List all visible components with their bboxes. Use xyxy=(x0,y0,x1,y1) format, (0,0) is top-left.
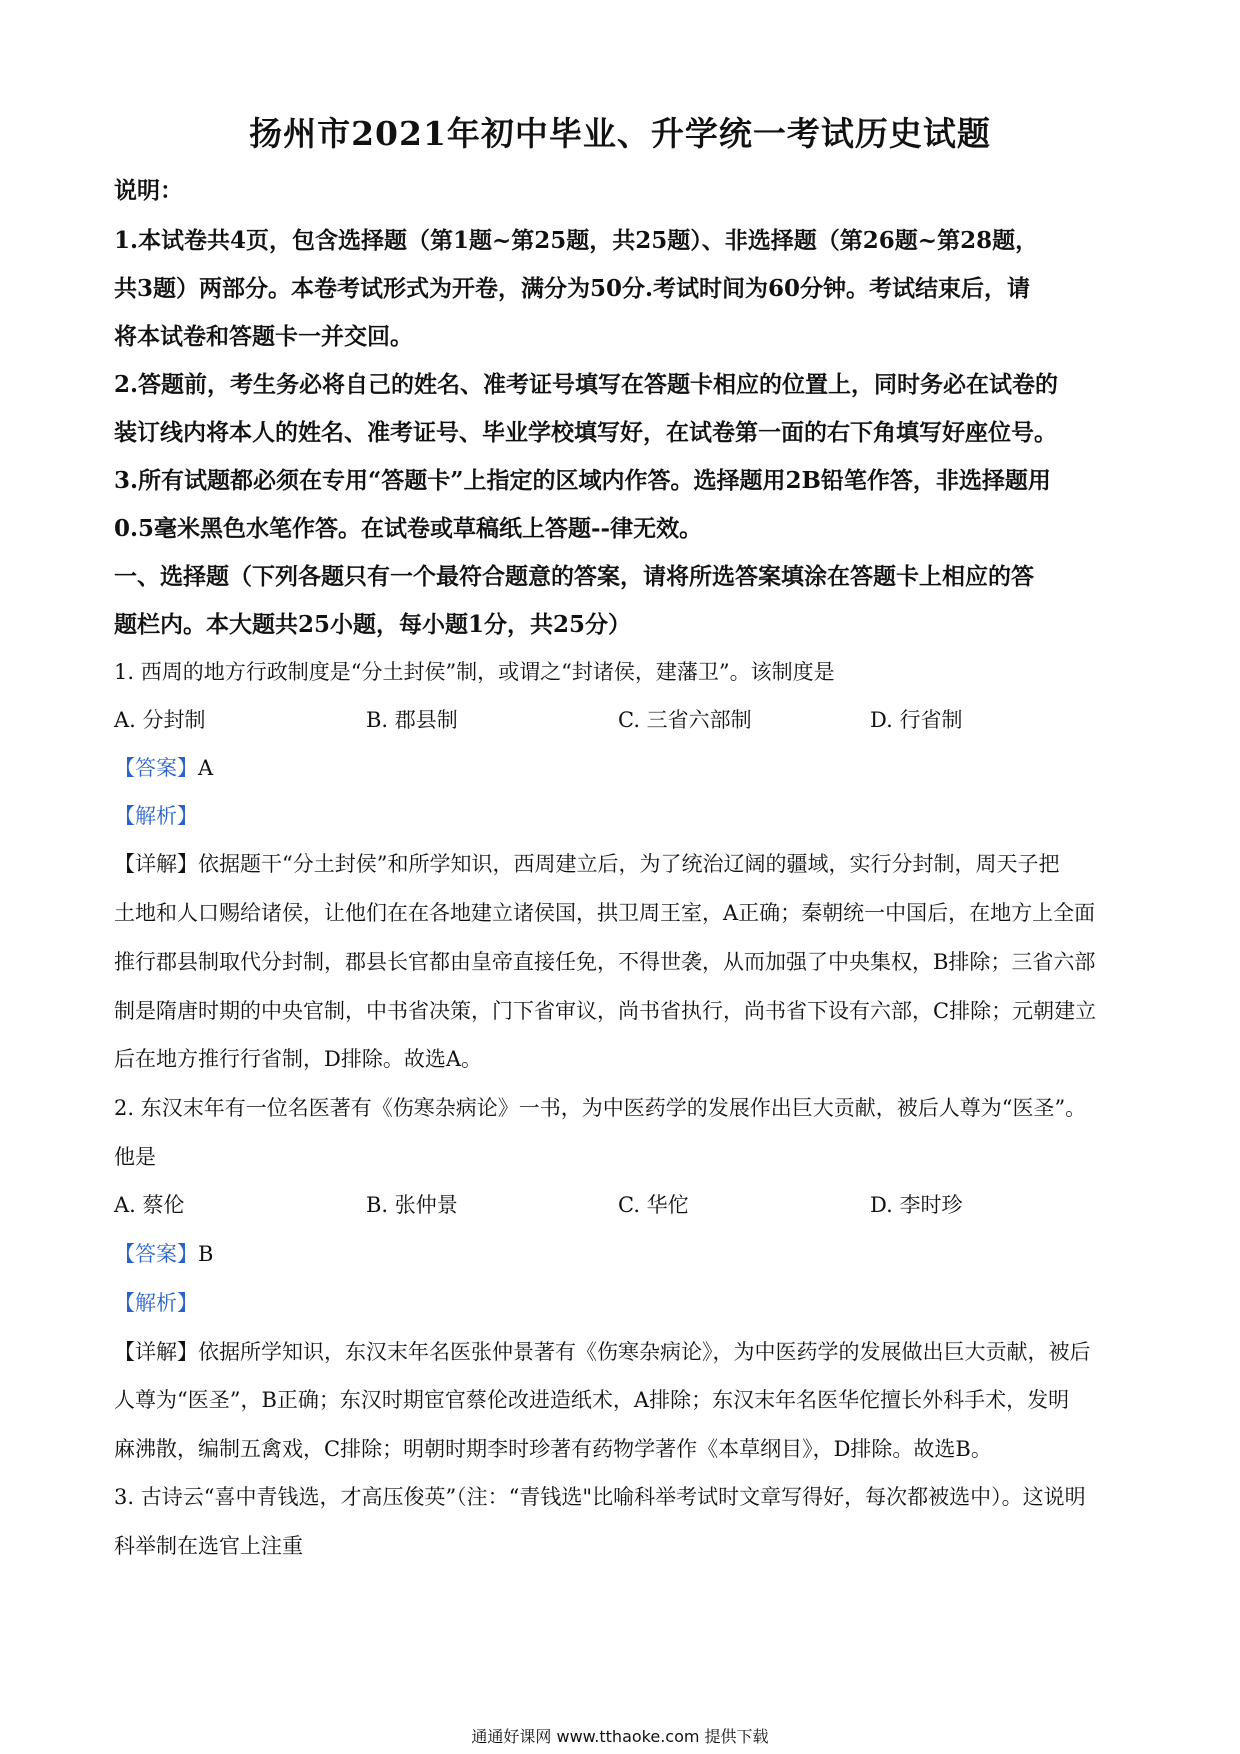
question-stem: 他是 xyxy=(114,1145,156,1169)
page-footer: 通通好课网 www.tthaoke.com 提供下载 xyxy=(471,1727,769,1746)
answer-tag: 【答案】 xyxy=(114,756,198,780)
answer-value: A xyxy=(198,756,214,780)
detail-line xyxy=(114,1336,1091,1366)
option-b: B. 张仲景 xyxy=(366,1193,458,1217)
instruction-line: 将本试卷和答题卡一并交回。 xyxy=(114,323,413,350)
detail-line: 麻沸散，编制五禽戏，C排除；明朝时期李时珍著有药物学著作《本草纲目》，D排除。故选B。 xyxy=(114,1437,992,1461)
option-c: C. 华佗 xyxy=(618,1193,689,1217)
instruction-line: 3.所有试题都必须在专用“答题卡”上指定的区域内作答。选择题用2B铅笔作答，非选择题用 xyxy=(114,467,1051,494)
question-stem: 科举制在选官上注重 xyxy=(114,1534,303,1558)
instruction-line: 1.本试卷共4页，包含选择题（第1题~第25题，共25题）、非选择题（第26题~第28题， xyxy=(114,227,1039,254)
detail-line: 土地和人口赐给诸侯，让他们在在各地建立诸侯国，拱卫周王室，A正确；秦朝统一中国后，在地方上全面 xyxy=(114,901,1096,925)
option-c: C. 三省六部制 xyxy=(618,708,752,732)
analysis-tag: 【解析】 xyxy=(114,1291,198,1315)
instructions-heading: 说明： xyxy=(114,177,183,204)
answer-value: B xyxy=(198,1242,214,1266)
section-heading: 一、选择题（下列各题只有一个最符合题意的答案，请将所选答案填涂在答题卡上相应的答 xyxy=(114,563,1034,590)
detail-line: 制是隋唐时期的中央官制，中书省决策，门下省审议，尚书省执行，尚书省下设有六部，C排除；元朝建立 xyxy=(114,999,1097,1023)
instruction-line: 共3题）两部分。本卷考试形式为开卷，满分为50分.考试时间为60分钟。考试结束后，请 xyxy=(114,275,1031,302)
option-b: B. 郡县制 xyxy=(366,708,458,732)
answer-line xyxy=(114,752,213,782)
question-stem: 3. 古诗云“喜中青钱选，才高压俊英”（注：“青钱选"比喻科举考试时文章写得好，每次都被选中）。这说明 xyxy=(114,1485,1086,1509)
analysis-tag: 【解析】 xyxy=(114,804,198,828)
option-a: A. 分封制 xyxy=(114,708,206,732)
answer-tag: 【答案】 xyxy=(114,1242,198,1266)
page-title: 扬州市2021年初中毕业、升学统一考试历史试题 xyxy=(249,114,991,153)
detail-line xyxy=(114,848,1059,878)
detail-text: 依据题干“分土封侯”和所学知识，西周建立后，为了统治辽阔的疆域，实行分封制，周天子把 xyxy=(198,852,1060,876)
option-d: D. 李时珍 xyxy=(870,1193,963,1217)
detail-tag: 【详解】 xyxy=(114,1340,198,1364)
question-stem: 1. 西周的地方行政制度是“分土封侯”制，或谓之“封诸侯，建藩卫”。该制度是 xyxy=(114,660,835,684)
detail-line: 人尊为“医圣”，B正确；东汉时期宦官蔡伦改进造纸术，A排除；东汉末年名医华佗擅长外科手术，发明 xyxy=(114,1388,1070,1412)
option-d: D. 行省制 xyxy=(870,708,963,732)
instruction-line: 装订线内将本人的姓名、准考证号、毕业学校填写好，在试卷第一面的右下角填写好座位号。 xyxy=(114,419,1057,446)
instruction-line: 0.5毫米黑色水笔作答。在试卷或草稿纸上答题--律无效。 xyxy=(114,515,703,542)
detail-line: 推行郡县制取代分封制，郡县长官都由皇帝直接任免，不得世袭，从而加强了中央集权，B排除；三省六部 xyxy=(114,950,1096,974)
question-stem: 2. 东汉末年有一位名医著有《伤寒杂病论》一书，为中医药学的发展作出巨大贡献，被后人尊为“医圣”。 xyxy=(114,1096,1087,1120)
answer-line xyxy=(114,1238,213,1268)
detail-line: 后在地方推行行省制，D排除。故选A。 xyxy=(114,1047,483,1071)
detail-tag: 【详解】 xyxy=(114,852,198,876)
section-heading: 题栏内。本大题共25小题，每小题1分，共25分） xyxy=(114,611,632,638)
detail-text: 依据所学知识，东汉末年名医张仲景著有《伤寒杂病论》，为中医药学的发展做出巨大贡献，被后 xyxy=(198,1340,1091,1364)
option-a: A. 蔡伦 xyxy=(114,1193,185,1217)
instruction-line: 2.答题前，考生务必将自己的姓名、准考证号填写在答题卡相应的位置上，同时务必在试卷的 xyxy=(114,371,1059,398)
